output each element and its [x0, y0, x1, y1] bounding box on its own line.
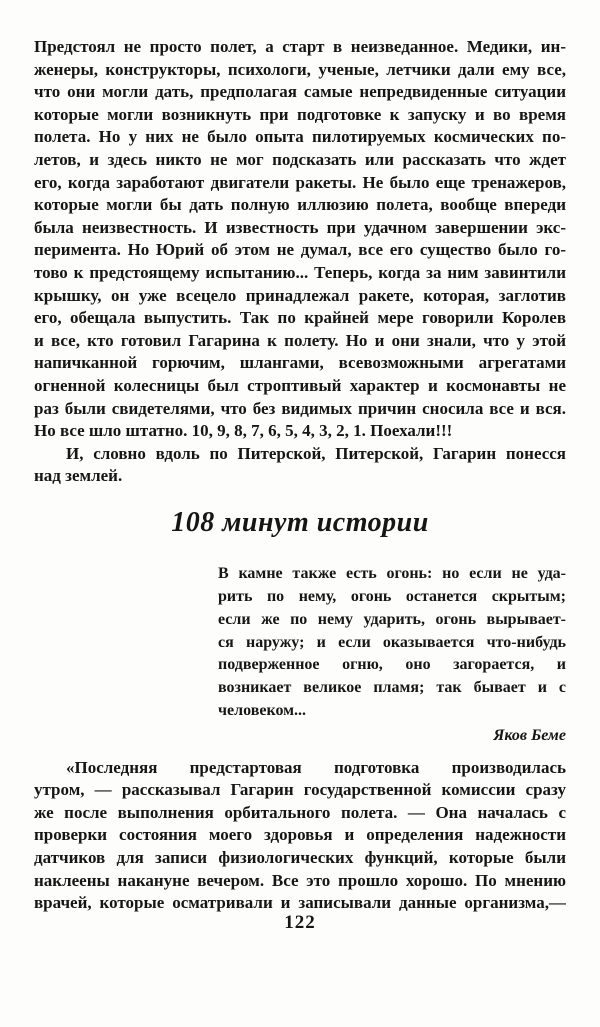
text-line: датчиков для записи физиологических функций, которые были: [34, 848, 566, 868]
text-line: возникает великое пламя; так бывает и с: [218, 679, 566, 697]
paragraph-piterskaya: [34, 443, 566, 488]
text-line: которые могли бы дать полную иллюзию полета, вообще впереди: [34, 195, 566, 215]
text-line: человеком...: [218, 701, 307, 719]
text-line: И, словно вдоль по Питерской, Питерской, Гагарин понесся: [66, 443, 566, 463]
text-line: ся наружу; и если оказывается что-нибудь: [218, 633, 566, 651]
text-line: врачей, которые осматривали и записывали данные организма,—: [34, 893, 566, 913]
text-line: Но все шло штатно. 10, 9, 8, 7, 6, 5, 4, 3, 2, 1. Поехали!!!: [34, 421, 453, 441]
text-line: его, когда заработают двигатели ракеты. Не было еще тренажеров,: [34, 172, 566, 192]
text-line: его, обещала выпустить. Так по крайней мере говорили Королев: [34, 308, 566, 328]
text-line: наклеены накануне вечером. Все это прошло хорошо. По мнению: [34, 870, 566, 890]
text-line: над землей.: [34, 466, 123, 486]
epigraph-text: [218, 563, 566, 723]
text-block: [34, 36, 566, 915]
text-line: крышку, он уже всецело принадлежал ракете, которая, заглотив: [34, 285, 566, 305]
paragraph-flight-preparation: [34, 36, 566, 443]
text-line: перимента. Но Юрий об этом не думал, все его существо было го-: [34, 240, 566, 260]
text-line: была неизвестность. И известность при удачном завершении экс-: [34, 217, 566, 237]
text-line: если же по нему ударить, огонь вырывает-: [218, 610, 566, 628]
text-line: огненной колесницы был строптивый характер и космонавты не: [34, 375, 566, 395]
text-line: же после выполнения орбитального полета. — Она началась с: [34, 802, 566, 822]
epigraph: [218, 563, 566, 747]
chapter-heading: 108 минут истории: [171, 506, 429, 538]
text-line: Предстоял не просто полет, а старт в неизведанное. Медики, ин-: [34, 37, 566, 56]
text-line: которые могли возникнуть при подготовке к запуску и во время: [34, 104, 566, 124]
text-line: напичканной горючим, шлангами, всевозможными агрегатами: [34, 353, 566, 373]
text-line: «Последняя предстартовая подготовка производилась: [66, 757, 566, 777]
text-line: проверки состояния моего здоровья и определения надежности: [34, 825, 566, 845]
text-line: подверженное огню, оно загорается, и: [218, 656, 566, 674]
text-line: полета. Но у них не было опыта пилотируемых космических по-: [34, 127, 566, 147]
text-line: раз были свидетелями, что без видимых причин сносила все и вся.: [34, 398, 566, 418]
paragraph-gagarin-report: [34, 757, 566, 915]
text-line: летов, и здесь никто не мог подсказать или рассказать что ждет: [34, 149, 566, 169]
text-line: рить по нему, огонь останется скрытым;: [218, 587, 566, 605]
text-line: и все, кто готовил Гагарина к полету. Но и они знали, что у этой: [34, 330, 566, 350]
text-line: что они могли дать, предполагая самые непредвиденные ситуации: [34, 82, 566, 102]
text-line: тово к предстоящему испытанию... Теперь, когда за ним завинтили: [34, 262, 566, 282]
text-line: женеры, конструкторы, психологи, ученые, летчики дали ему все,: [34, 59, 566, 79]
text-line: утром, — рассказывал Гагарин государственной комиссии сразу: [34, 780, 566, 800]
epigraph-author: Яков Беме: [493, 726, 566, 744]
page-number: 122: [284, 912, 316, 933]
text-line: В камне также есть огонь: но если не уда-: [218, 565, 566, 583]
